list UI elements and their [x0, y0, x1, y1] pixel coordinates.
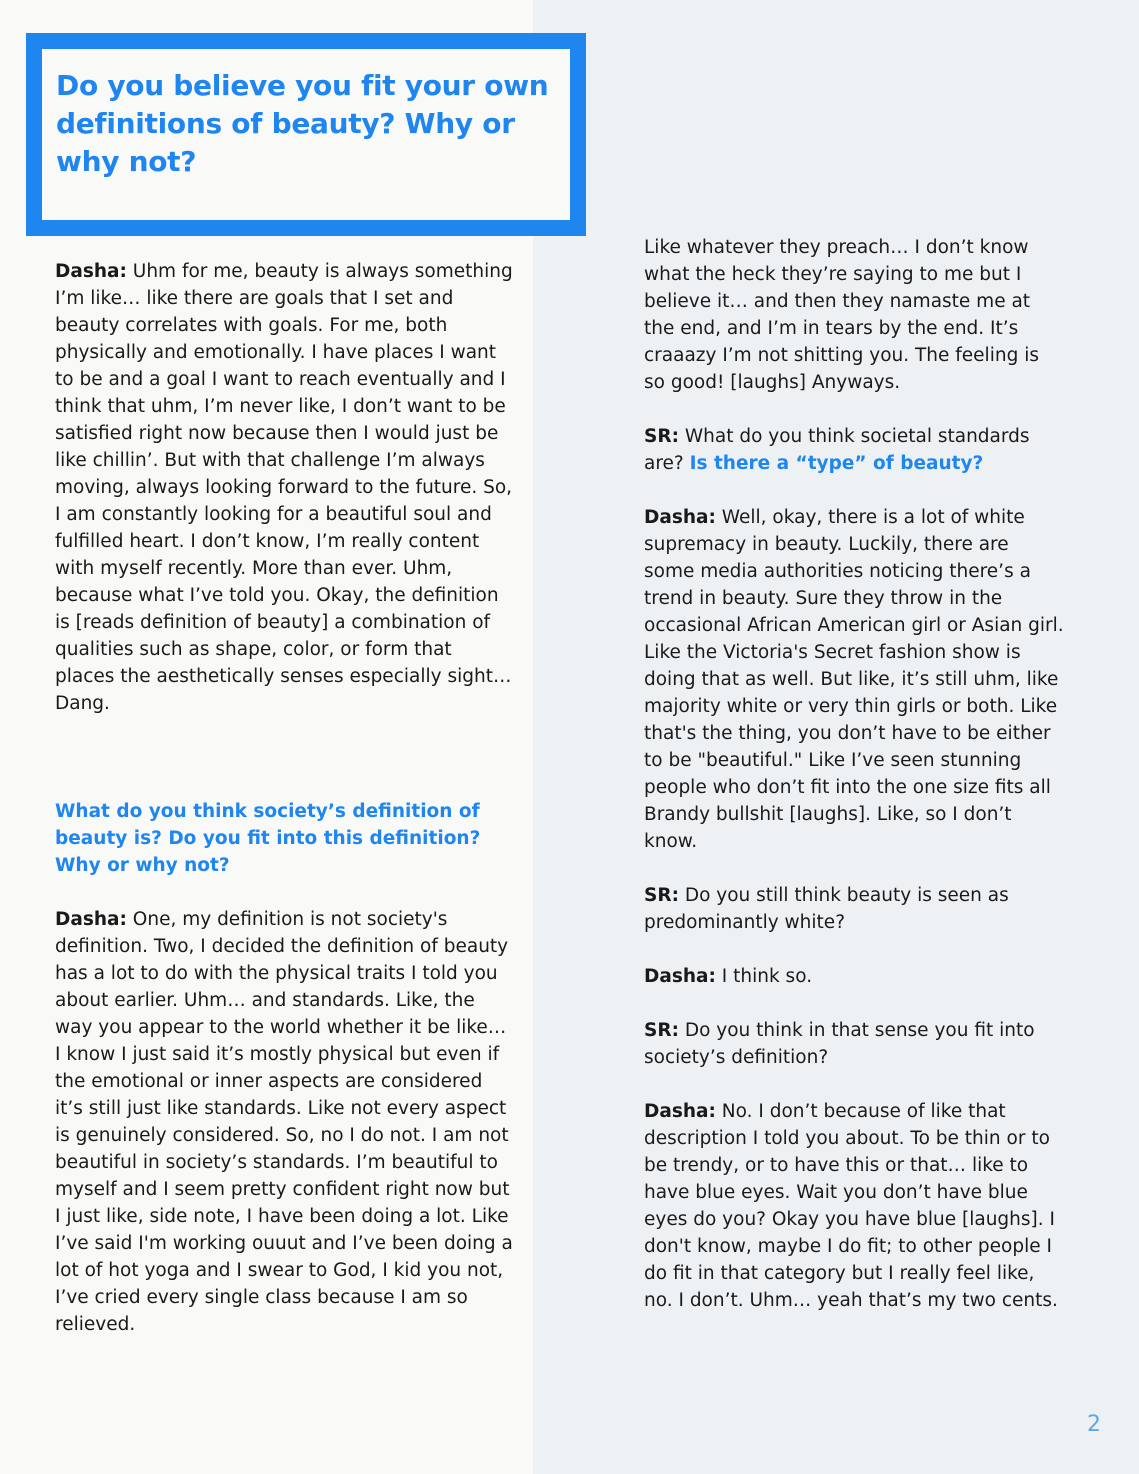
right-column: [644, 234, 1064, 1314]
speaker-label: Dasha:: [644, 507, 716, 528]
speaker-label: Dasha:: [644, 966, 716, 987]
interviewer-question: [644, 1017, 1064, 1071]
speaker-label: Dasha:: [55, 261, 127, 282]
speaker-label: SR:: [644, 885, 679, 906]
answer-paragraph: [644, 1098, 1064, 1314]
interviewer-question: [644, 423, 1064, 477]
speaker-label: SR:: [644, 426, 679, 447]
answer-paragraph: [644, 504, 1064, 855]
question-text: Do you still think beauty is seen as predominantly white?: [644, 885, 1009, 933]
answer-paragraph-1: [55, 258, 515, 717]
question-text: What do you think societal standards are?: [644, 426, 1030, 474]
answer-paragraph: [644, 963, 1064, 990]
main-question-heading: Do you believe you fit your own definitions of beauty? Why or why not?: [56, 69, 549, 178]
left-column: [55, 258, 515, 1338]
answer-text: Uhm for me, beauty is always something I’m like… like there are goals that I set and beauty correlates with goals. For me, both physically and emotionally. I have places I want to be and a goal I want to reach eventually and I think that uhm, I’m never like, I don’t want to be satisfied right now because then I would just be like chillin’. But with that challenge I’m always moving, always looking forward to the future. So, I am constantly looking for a beautiful soul and fulfilled heart. I don’t know, I’m really content with myself recently. More than ever. Uhm, because what I’ve told you. Okay, the definition is [reads definition of beauty] a combination of qualities such as shape, color, or form that places the aesthetically senses especially sight…Dang.: [55, 261, 513, 714]
answer-paragraph-2: [55, 906, 515, 1338]
interviewer-question: [644, 882, 1064, 936]
continued-paragraph: Like whatever they preach… I don’t know what the heck they’re saying to me but I believe it… and then they namaste me at the end, and I’m in tears by the end. It’s craaazy I’m not shitting you. The feeling is so good! [laughs] Anyways.: [644, 237, 1039, 393]
highlighted-question: Is there a “type” of beauty?: [689, 453, 984, 474]
speaker-label: Dasha:: [55, 909, 127, 930]
answer-text: No. I don’t because of like that description I told you about. To be thin or to be trendy, or to have this or that… like to have blue eyes. Wait you don’t have blue eyes do you? Okay you have blue [laughs]. I don't know, maybe I do fit; to other people I do fit in that category but I really feel like, no. I don’t. Uhm… yeah that’s my two cents.: [644, 1101, 1058, 1311]
section-question-heading: What do you think society’s definition of beauty is? Do you fit into this definition? Why or why not?: [55, 801, 481, 876]
speaker-label: Dasha:: [644, 1101, 716, 1122]
answer-text: Well, okay, there is a lot of white supremacy in beauty. Luckily, there are some media authorities noticing there’s a trend in beauty. Sure they throw in the occasional African American girl or Asian girl. Like the Victoria's Secret fashion show is doing that as well. But like, it’s still uhm, like majority white or very thin girls or both. Like that's the thing, you don’t have to be either to be "beautiful." Like I’ve seen stunning people who don’t fit into the one size fits all Brandy bullshit [laughs]. Like, so I don’t know.: [644, 507, 1064, 852]
answer-text: I think so.: [715, 966, 813, 987]
page-number: 2: [1087, 1412, 1101, 1437]
question-text: Do you think in that sense you fit into society’s definition?: [644, 1020, 1035, 1068]
speaker-label: SR:: [644, 1020, 679, 1041]
answer-text: One, my definition is not society's definition. Two, I decided the definition of beauty has a lot to do with the physical traits I told you about earlier. Uhm… and standards. Like, the way you appear to the world whether it be like… I know I just said it’s mostly physical but even if the emotional or inner aspects are considered it’s still just like standards. Like not every aspect is genuinely considered. So, no I do not. I am not beautiful in society’s standards. I’m beautiful to myself and I seem pretty confident right now but I just like, side note, I have been doing a lot. Like I’ve said I'm working ouuut and I’ve been doing a lot of hot yoga and I swear to God, I kid you not, I’ve cried every single class because I am so relieved.: [55, 909, 513, 1335]
question-callout-box: [26, 33, 586, 236]
